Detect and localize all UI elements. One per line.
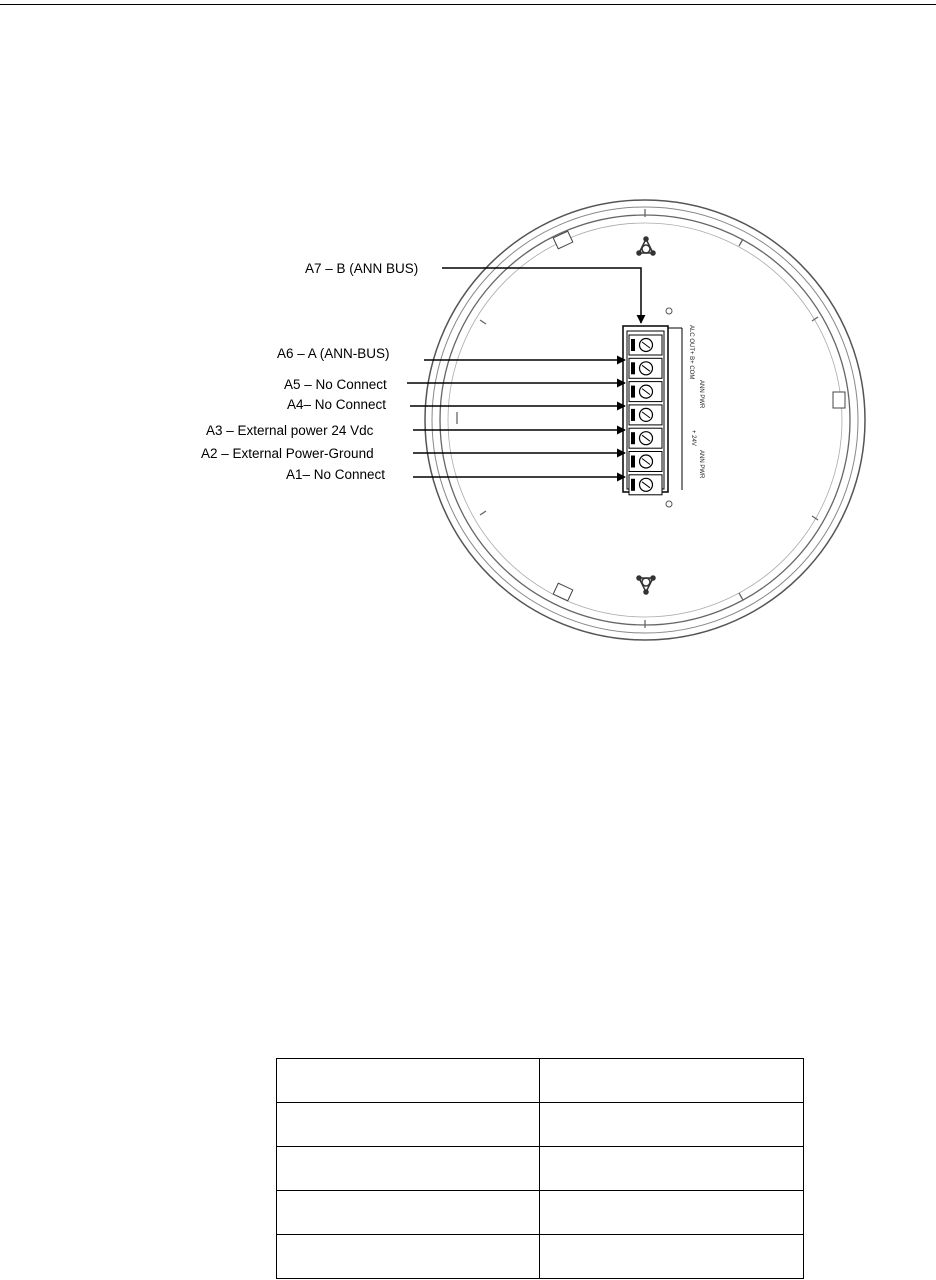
table-cell	[540, 1103, 804, 1147]
wire-clamp	[631, 456, 635, 468]
wire-clamp	[631, 409, 635, 421]
callout-labels	[201, 261, 418, 482]
svg-text:+ 24V: + 24V	[690, 430, 696, 446]
wire-clamp	[631, 362, 635, 374]
mounting-mark-bottom	[637, 576, 655, 594]
svg-text:ALC OUT+ B+ COM: ALC OUT+ B+ COM	[688, 325, 694, 380]
terminals	[629, 335, 662, 495]
table-row	[277, 1235, 804, 1279]
callout-a4: A4– No Connect	[287, 397, 387, 412]
mounting-hole	[666, 308, 672, 314]
svg-text:ANN PWR: ANN PWR	[698, 380, 704, 409]
table-row	[277, 1191, 804, 1235]
table-row	[277, 1103, 804, 1147]
table-row	[277, 1147, 804, 1191]
table-cell	[540, 1147, 804, 1191]
table-cell	[277, 1059, 540, 1103]
empty-table	[276, 1058, 804, 1279]
wire-clamp	[631, 479, 635, 491]
silkscreen-markings	[688, 325, 704, 479]
table-cell	[277, 1235, 540, 1279]
callout-a5: A5 – No Connect	[284, 377, 387, 392]
table-cell	[277, 1191, 540, 1235]
table-cell	[540, 1191, 804, 1235]
table-cell	[277, 1103, 540, 1147]
callout-a3: A3 – External power 24 Vdc	[206, 423, 374, 438]
table-cell	[277, 1147, 540, 1191]
svg-text:ANN PWR: ANN PWR	[698, 450, 704, 479]
mounting-mark-top	[637, 237, 655, 255]
wire-clamp	[631, 432, 635, 444]
table-row	[277, 1059, 804, 1103]
callout-a7: A7 – B (ANN BUS)	[305, 261, 419, 276]
mounting-hole	[666, 501, 672, 507]
callout-a6: A6 – A (ANN-BUS)	[277, 346, 390, 361]
table-cell	[540, 1059, 804, 1103]
wire-clamp	[631, 386, 635, 398]
callout-a2: A2 – External Power-Ground	[201, 446, 374, 461]
wire-clamp	[631, 339, 635, 351]
table-cell	[540, 1235, 804, 1279]
callout-a1: A1– No Connect	[286, 467, 386, 482]
